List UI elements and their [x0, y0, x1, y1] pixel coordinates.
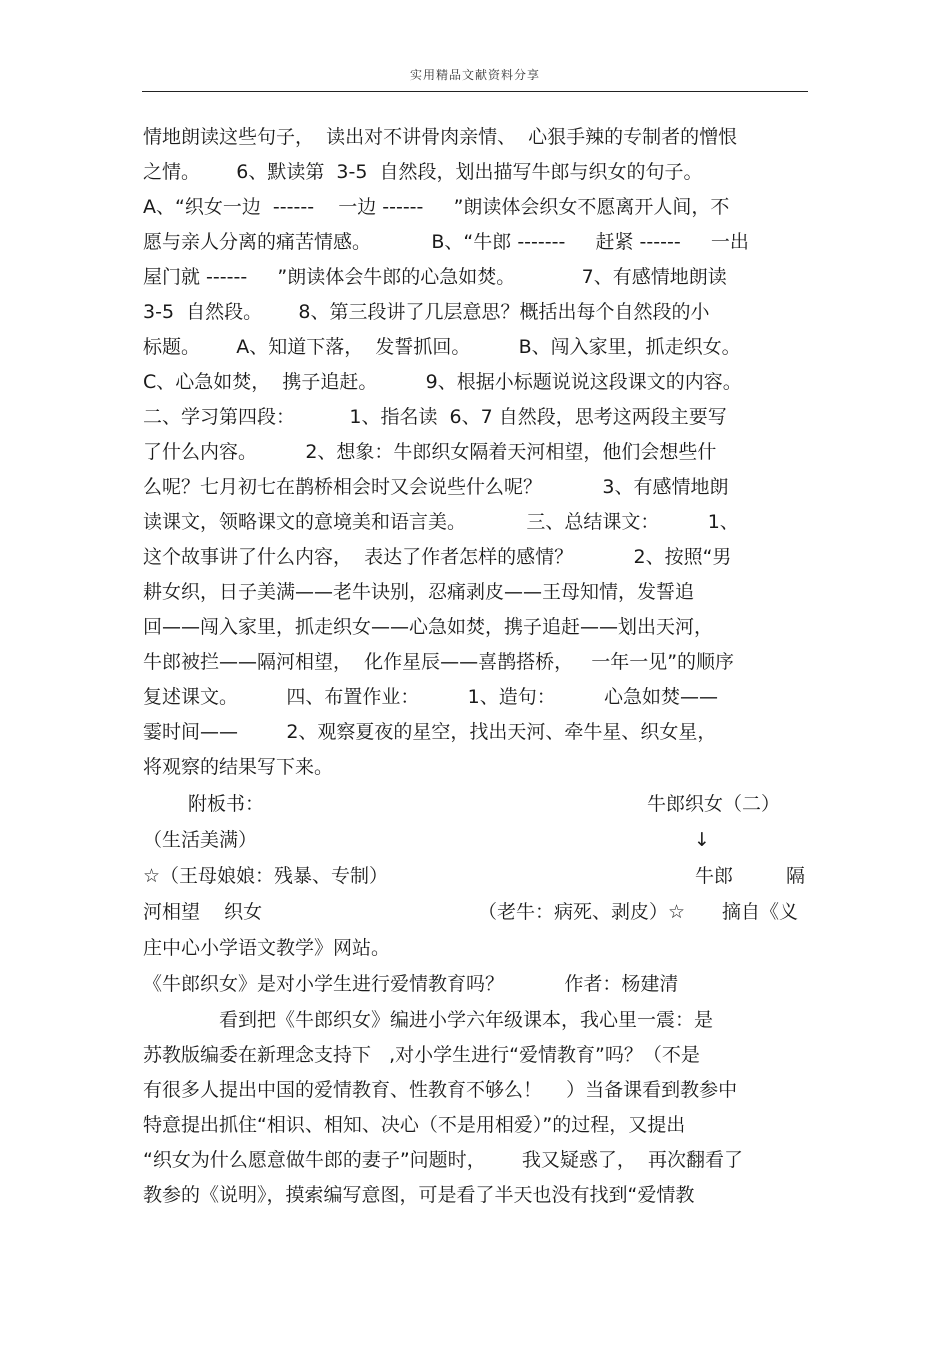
text-line: 了什么内容。 2、想象：牛郎织女隔着天河相望，他们会想些什	[143, 441, 717, 463]
text-line: 之情。 6、默读第 3-5 自然段，划出描写牛郎与织女的句子。	[143, 161, 703, 183]
text-line: 复述课文。 四、布置作业： 1、造句： 心急如焚——	[143, 686, 719, 708]
text-line: 有很多人提出中国的爱情教育、性教育不够么！ ）当备课看到教参中	[143, 1079, 738, 1101]
text-line: 看到把《牛郎织女》编进小学六年级课本，我心里一震：是	[219, 1009, 714, 1031]
board-row-3a: 河相望 织女	[143, 901, 263, 923]
article-title: 《牛郎织女》是对小学生进行爱情教育吗？ 作者：杨建清	[143, 973, 679, 995]
down-arrow-icon: ↓	[694, 829, 710, 851]
text-line: 苏教版编委在新理念支持下 ,对小学生进行“爱情教育”吗？（不是	[143, 1044, 700, 1066]
text-line: 情地朗读这些句子， 读出对不讲骨肉亲情、 心狠手辣的专制者的憎恨	[143, 126, 738, 148]
text-line: C、心急如焚， 携子追赶。 9、根据小标题说说这段课文的内容。	[143, 371, 742, 393]
page-header: 实用精品文献资料分享	[409, 68, 540, 82]
text-line: 特意提出抓住“相识、相知、决心（不是用相爱）”的过程，又提出	[143, 1114, 686, 1136]
text-line: A、“织女一边 ------ 一边 ------ ”朗读体会织女不愿离开人间，不	[143, 196, 730, 218]
text-line: 这个故事讲了什么内容， 表达了作者怎样的感情？ 2、按照“男	[143, 546, 732, 568]
board-right-2b: 隔	[786, 865, 806, 887]
text-line: 将观察的结果写下来。	[143, 756, 334, 778]
text-line: 牛郎被拦——隔河相望， 化作星辰——喜鹊搭桥， 一年一见”的顺序	[143, 651, 735, 673]
board-row-3b: （老牛：病死、剥皮）☆	[478, 901, 686, 923]
board-row-3c: 摘自《义	[722, 901, 799, 923]
board-right-2a: 牛郎	[695, 865, 734, 887]
text-line: 读课文，领略课文的意境美和语言美。 三、总结课文： 1、	[143, 511, 739, 533]
header-rule	[142, 91, 808, 92]
board-label: 附板书：	[188, 793, 265, 815]
text-line: 屋门就 ------ ”朗读体会牛郎的心急如焚。 7、有感情地朗读	[143, 266, 727, 288]
board-left-2: ☆（王母娘娘：残暴、专制）	[143, 865, 389, 887]
text-line: 3-5 自然段。 8、第三段讲了几层意思？概括出每个自然段的小	[143, 301, 710, 323]
text-line: 二、学习第四段： 1、指名读 6、7 自然段，思考这两段主要写	[143, 406, 727, 428]
text-line: 教参的《说明》，摸索编写意图，可是看了半天也没有找到“爱情教	[143, 1184, 695, 1206]
text-line: 回——闯入家里，抓走织女——心急如焚，携子追赶——划出天河，	[143, 616, 714, 638]
text-line: 愿与亲人分离的痛苦情感。 B、“牛郎 ------- 赶紧 ------ 一出	[143, 231, 749, 253]
text-line: 么呢？七月初七在鹊桥相会时又会说些什么呢？ 3、有感情地朗	[143, 476, 729, 498]
text-line: 耕女织，日子美满——老牛诀别，忍痛剥皮——王母知情，发誓追	[143, 581, 695, 603]
board-row-4: 庄中心小学语文教学》网站。	[143, 937, 391, 959]
text-line: “织女为什么愿意做牛郎的妻子”问题时， 我又疑惑了， 再次翻看了	[143, 1149, 744, 1171]
text-line: 标题。 A、知道下落， 发誓抓回。 B、闯入家里，抓走织女。	[143, 336, 741, 358]
board-title: 牛郎织女（二）	[647, 793, 781, 815]
text-line: 霎时间—— 2、观察夏夜的星空，找出天河、牵牛星、织女星，	[143, 721, 717, 743]
board-left-1: （生活美满）	[143, 829, 258, 851]
